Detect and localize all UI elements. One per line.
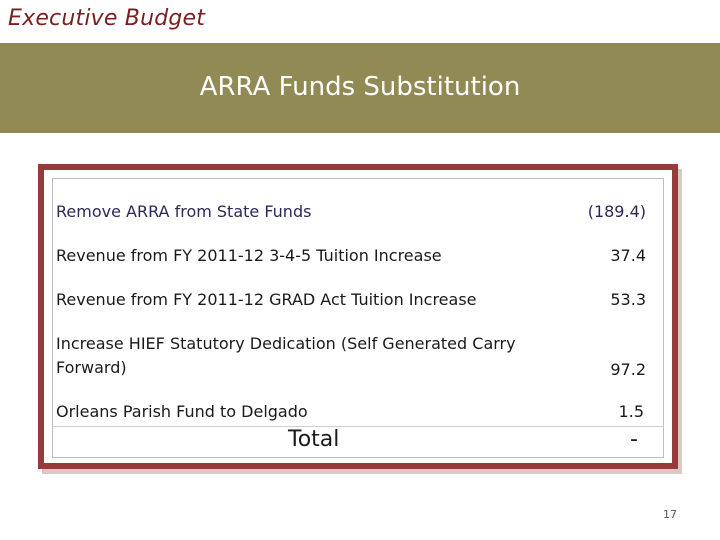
- row-label-line1: Increase HIEF Statutory Dedication (Self Generated Carry: [56, 334, 516, 353]
- title-banner: [0, 43, 720, 133]
- row-value: 97.2: [610, 360, 646, 379]
- row-label: Revenue from FY 2011-12 3-4-5 Tuition Increase: [56, 246, 442, 265]
- row-label-line2: Forward): [56, 358, 127, 377]
- slide-title: ARRA Funds Substitution: [199, 72, 521, 102]
- total-value: -: [630, 427, 638, 452]
- row-value: 37.4: [610, 246, 646, 265]
- row-label: Orleans Parish Fund to Delgado: [56, 402, 308, 421]
- total-divider: [52, 426, 664, 427]
- row-label: Revenue from FY 2011-12 GRAD Act Tuition Increase: [56, 290, 477, 309]
- row-value: 53.3: [610, 290, 646, 309]
- row-value: 1.5: [618, 402, 644, 421]
- row-value: (189.4): [587, 202, 646, 221]
- row-label: Remove ARRA from State Funds: [56, 202, 312, 221]
- page-header-title: Executive Budget: [8, 6, 206, 31]
- total-label: Total: [288, 427, 340, 452]
- page-number: 17: [663, 508, 677, 521]
